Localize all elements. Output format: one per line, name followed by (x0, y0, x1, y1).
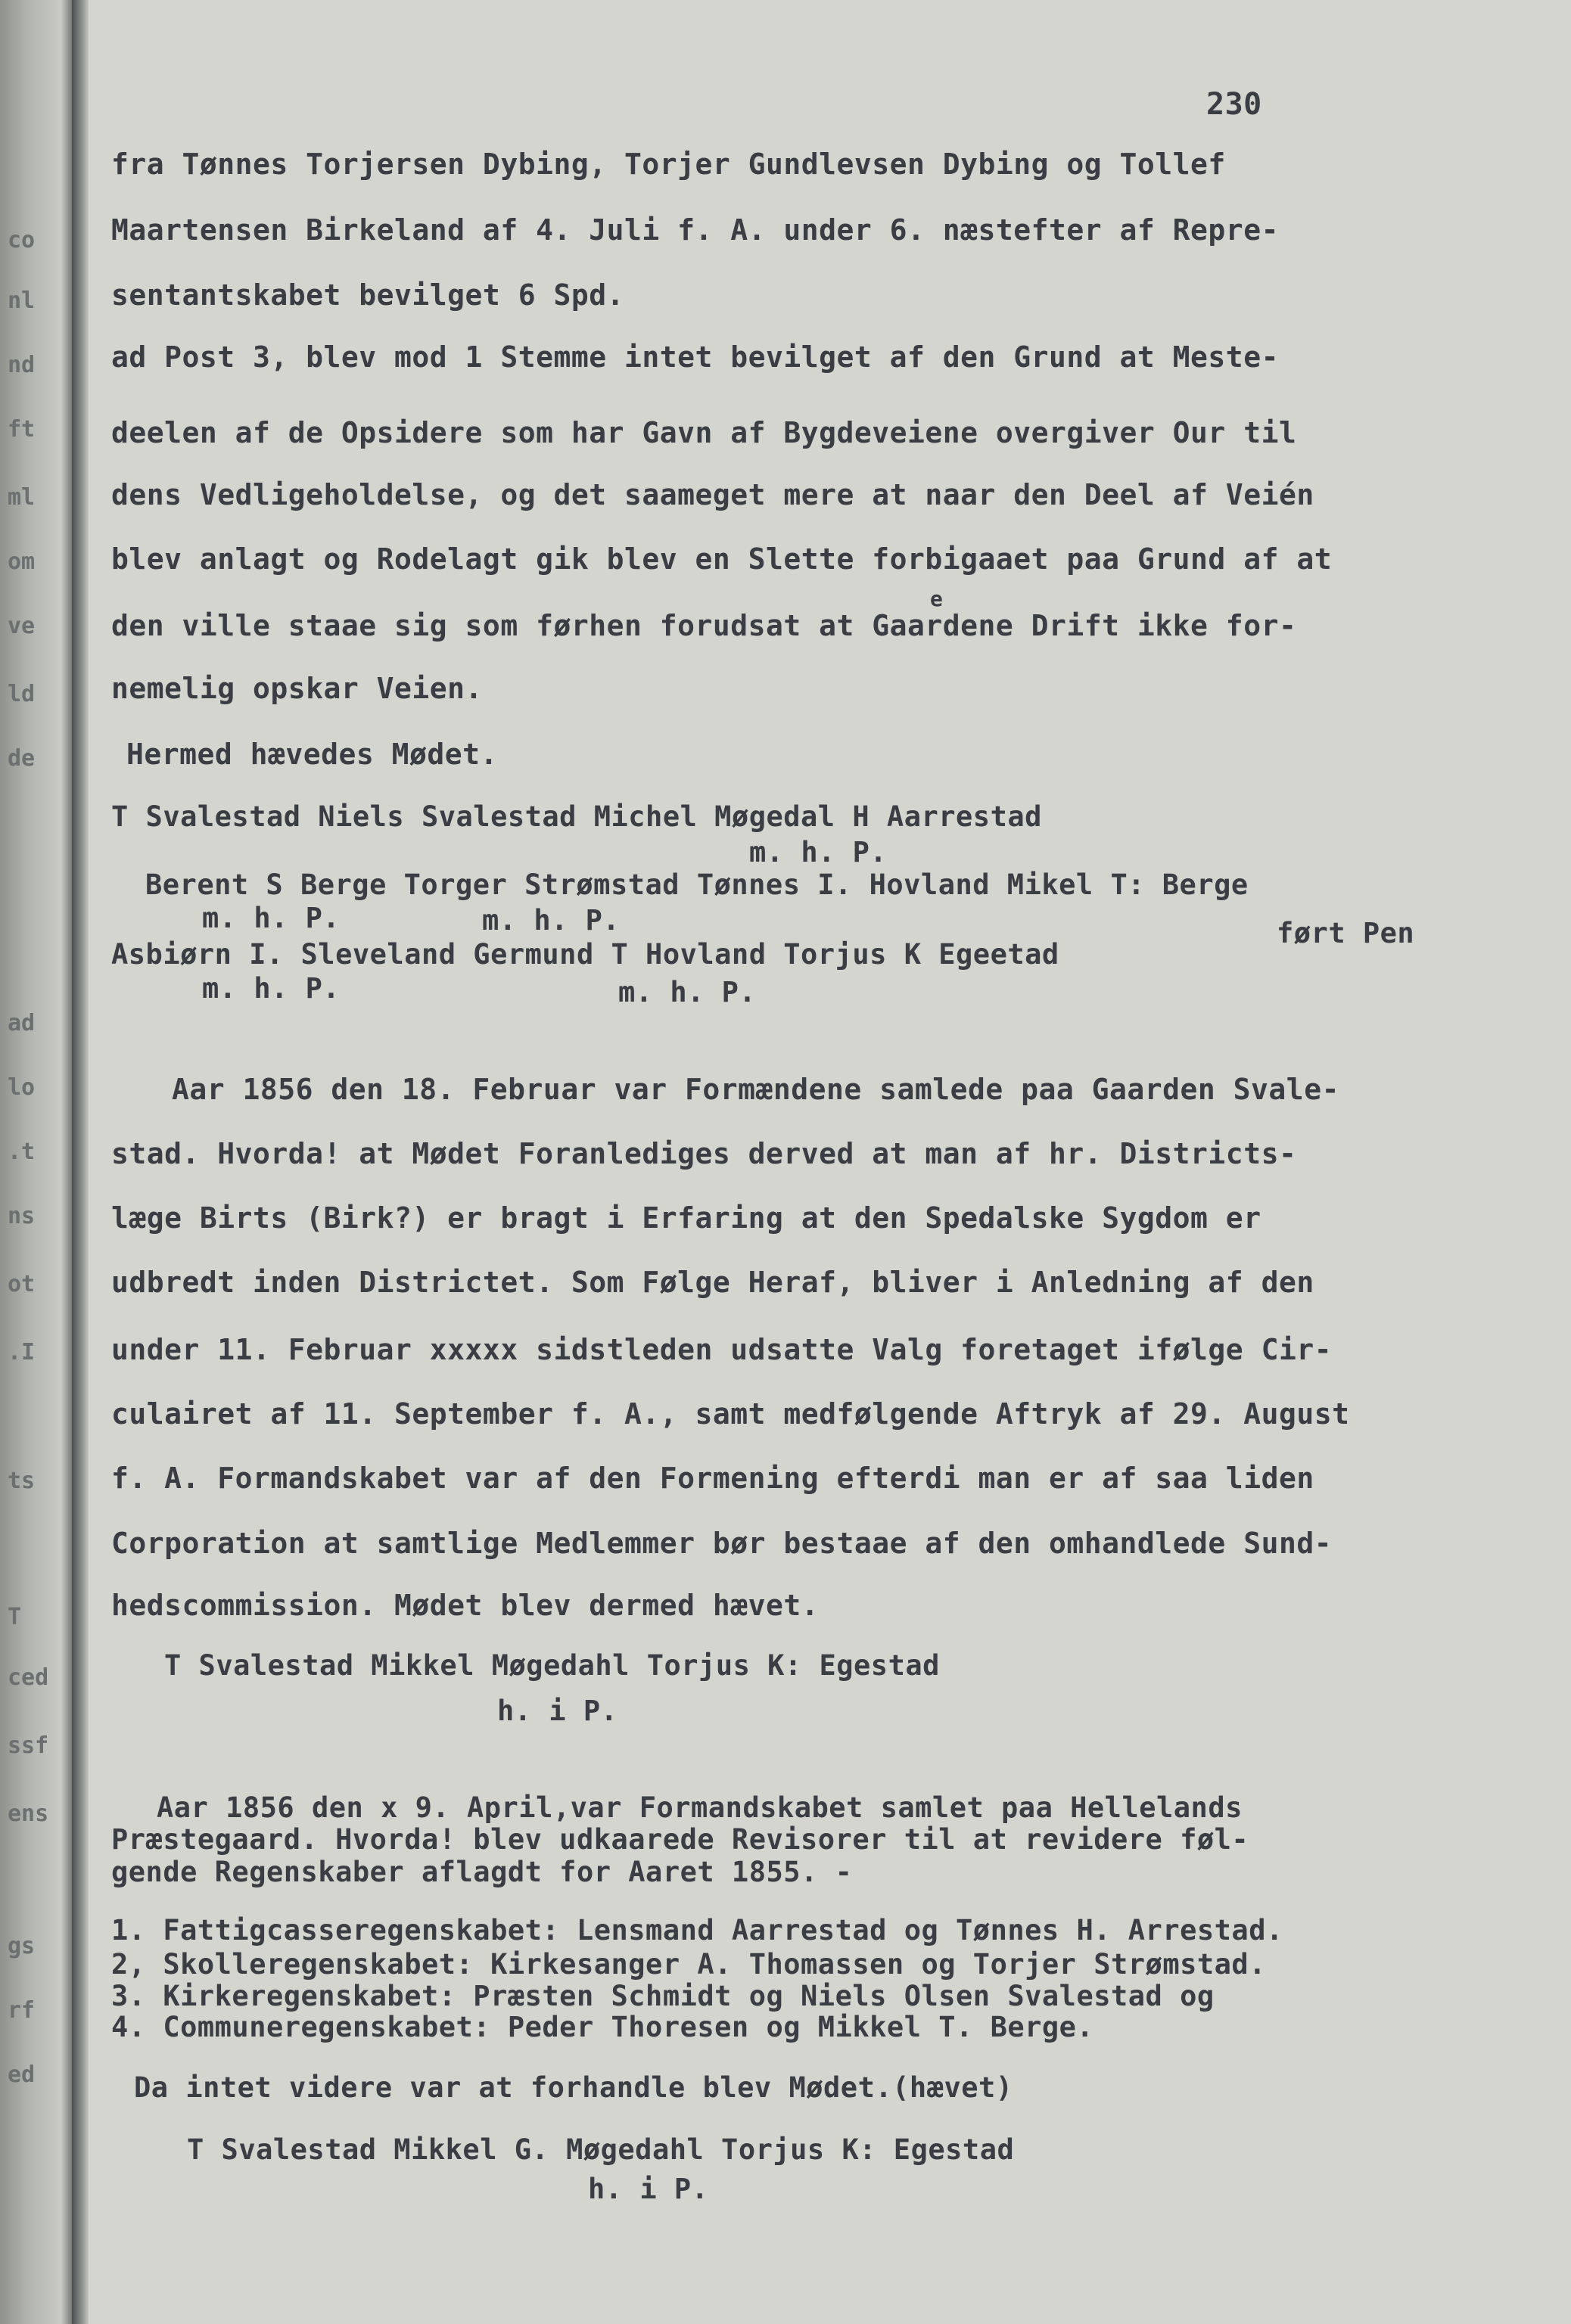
list-item: 2, Skolleregenskabet: Kirkesanger A. Thomassen og Torjer Strømstad. (111, 1948, 1266, 1981)
list-item: 4. Communeregenskabet: Peder Thoresen og Mikkel T. Berge. (111, 2011, 1094, 2043)
margin-fragment: ve (8, 613, 36, 639)
text-line: Hermed hævedes Mødet. (126, 738, 498, 771)
signature-line: T Svalestad Mikkel Møgedahl Torjus K: Egestad (164, 1649, 940, 1682)
signature-note: h. i P. (588, 2173, 709, 2205)
margin-fragment: co (8, 227, 36, 253)
margin-fragment: lo (8, 1074, 36, 1101)
signature-note: m. h. P. (618, 976, 757, 1008)
page-number: 230 (1206, 87, 1262, 122)
text-line: Aar 1856 den x 9. April,var Formandskabet samlet paa Hellelands (157, 1791, 1243, 1824)
list-item: 1. Fattigcasseregenskabet: Lensmand Aarrestad og Tønnes H. Arrestad. (111, 1914, 1283, 1947)
signature-note: h. i P. (497, 1695, 618, 1727)
text-line: Maartensen Birkeland af 4. Juli f. A. under 6. næstefter af Repre- (111, 213, 1279, 247)
margin-fragment: ssf (8, 1732, 49, 1759)
text-line: gende Regenskaber aflagdt for Aaret 1855. - (111, 1856, 853, 1888)
text-line: culairet af 11. September f. A., samt medfølgende Aftryk af 29. August (111, 1397, 1350, 1431)
margin-fragment: gs (8, 1933, 36, 1959)
text-line: den ville staae sig som førhen forudsat at Gaardene Drift ikke for- (111, 609, 1297, 642)
text-line: udbredt inden Districtet. Som Følge Heraf, bliver i Anledning af den (111, 1266, 1314, 1299)
text-line: fra Tønnes Torjersen Dybing, Torjer Gundlevsen Dybing og Tollef (111, 148, 1226, 181)
text-line: Da intet videre var at forhandle blev Mødet.(hævet) (134, 2071, 1013, 2104)
margin-fragment: ts (8, 1468, 36, 1494)
left-page-edge (0, 0, 72, 2324)
margin-fragment: om (8, 548, 36, 575)
signature-note: ført Pen (1277, 917, 1415, 949)
text-line: deelen af de Opsidere som har Gavn af Bygdeveiene overgiver Our til (111, 416, 1297, 449)
text-line: under 11. Februar xxxxx sidstleden udsatte Valg foretaget ifølge Cir- (111, 1333, 1333, 1366)
margin-fragment: ed (8, 2061, 36, 2088)
document-page (89, 0, 1571, 2324)
margin-fragment: ml (8, 484, 36, 511)
margin-fragment: nd (8, 352, 36, 378)
signature-line: T Svalestad Mikkel G. Møgedahl Torjus K: Egestad (187, 2133, 1015, 2166)
text-line: f. A. Formandskabet var af den Formening efterdi man er af saa liden (111, 1462, 1314, 1495)
margin-fragment: ot (8, 1271, 36, 1297)
text-line: Aar 1856 den 18. Februar var Formændene samlede paa Gaarden Svale- (172, 1073, 1339, 1106)
signature-note: m. h. P. (202, 972, 341, 1005)
text-line: Præstegaard. Hvorda! blev udkaarede Revisorer til at revidere føl- (111, 1823, 1249, 1856)
signature-line: Berent S Berge Torger Strømstad Tønnes I. Hovland Mikel T: Berge (145, 868, 1249, 901)
margin-fragment: rf (8, 1997, 36, 2024)
margin-fragment: ns (8, 1203, 36, 1229)
text-line: læge Birts (Birk?) er bragt i Erfaring at den Spedalske Sygdom er (111, 1201, 1261, 1235)
margin-fragment: ced (8, 1664, 49, 1691)
margin-fragment: .I (8, 1339, 36, 1366)
text-line: stad. Hvorda! at Mødet Foranlediges derved at man af hr. Districts- (111, 1137, 1297, 1170)
text-line: sentantskabet bevilget 6 Spd. (111, 278, 624, 312)
signature-line: T Svalestad Niels Svalestad Michel Møgedal H Aarrestad (111, 800, 1042, 833)
text-line: dens Vedligeholdelse, og det saameget mere at naar den Deel af Veién (111, 478, 1314, 511)
margin-fragment: ft (8, 416, 36, 443)
text-line: nemelig opskar Veien. (111, 672, 483, 705)
margin-fragment: de (8, 745, 36, 772)
book-gutter (72, 0, 89, 2324)
margin-fragment: nl (8, 287, 36, 314)
margin-fragment: .t (8, 1139, 36, 1165)
signature-note: m. h. P. (749, 836, 888, 868)
margin-fragment: T (8, 1604, 22, 1630)
margin-fragment: ens (8, 1800, 49, 1827)
text-line: hedscommission. Mødet blev dermed hævet. (111, 1589, 820, 1622)
signature-note: m. h. P. (202, 902, 341, 934)
text-line: ad Post 3, blev mod 1 Stemme intet bevilget af den Grund at Meste- (111, 340, 1279, 374)
signature-note: m. h. P. (482, 904, 621, 937)
signature-line: Asbiørn I. Sleveland Germund T Hovland Torjus K Egeetad (111, 938, 1059, 971)
margin-fragment: ad (8, 1010, 36, 1036)
superscript-e: e (930, 586, 944, 611)
text-line: blev anlagt og Rodelagt gik blev en Slette forbigaaet paa Grund af at (111, 542, 1333, 576)
text-line: Corporation at samtlige Medlemmer bør bestaae af den omhandlede Sund- (111, 1527, 1333, 1560)
list-item: 3. Kirkeregenskabet: Præsten Schmidt og Niels Olsen Svalestad og (111, 1980, 1215, 2012)
margin-fragment: ld (8, 681, 36, 707)
